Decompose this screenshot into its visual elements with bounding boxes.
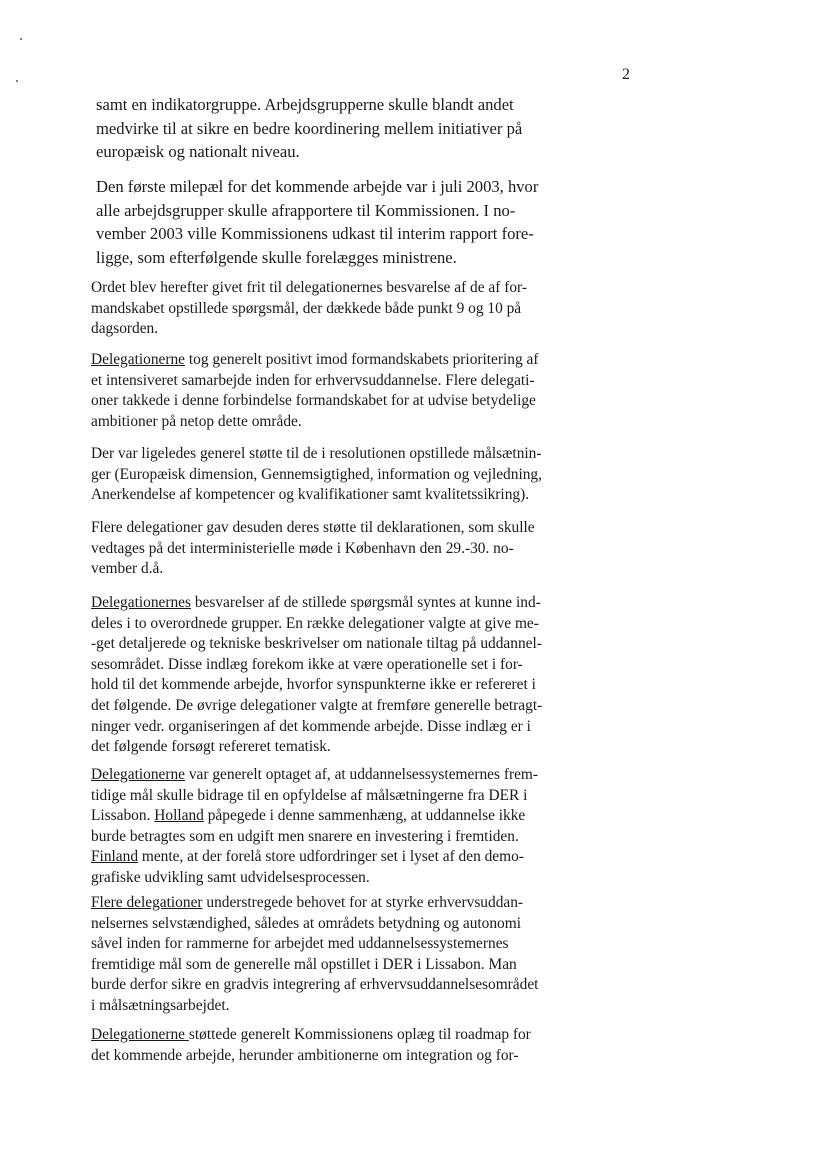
paragraph-presidency-priority: [91, 350, 591, 432]
text-line: deles i to overordnede grupper. En række delegationer valgte at give me-: [91, 614, 539, 632]
text-line: det kommende arbejde, herunder ambitionerne om integration og for-: [91, 1046, 519, 1064]
text-line: Anerkendelse af kompetencer og kvalifikationer samt kvalitetssikring).: [91, 486, 530, 504]
text-line: vedtages på det interministerielle møde i København den 29.-30. no-: [91, 539, 514, 557]
page-number: 2: [622, 66, 630, 83]
text-line: Finland mente, at der forelå store udfordringer set i lyset af den demo-: [91, 848, 524, 866]
text-line: Delegationernes besvarelser af de stillede spørgsmål syntes at kunne ind-: [91, 594, 541, 611]
text-line: det følgende. De øvrige delegationer valgte at fremføre generelle betragt-: [91, 696, 543, 714]
text-line: Delegationerne tog generelt positivt imod formandskabets prioritering af: [91, 351, 539, 368]
text-line: Delegationerne støttede generelt Kommissionens oplæg til roadmap for: [91, 1026, 531, 1043]
underlined-name: Finland: [91, 848, 139, 866]
text-line: Den første milepæl for det kommende arbejde var i juli 2003, hvor: [96, 177, 539, 196]
paragraph-floor-open: [91, 278, 591, 340]
text-line: Flere delegationer gav desuden deres støtte til deklarationen, som skulle: [91, 519, 535, 536]
text-line: sesområdet. Disse indlæg forekom ikke at være operationelle set i for-: [91, 655, 523, 673]
underlined-name: Delegationerne: [91, 351, 186, 368]
text-line: fremtidige mål som de generelle mål opstillet i DER i Lissabon. Man: [91, 955, 517, 973]
text-line: burde derfor sikre en gradvis integrering af erhvervsuddannelsesområdet: [91, 976, 539, 994]
text-line: ger (Europæisk dimension, Gennemsigtighed, information og vejledning,: [91, 465, 542, 483]
text-line: Flere delegationer understregede behovet for at styrke erhvervsuddan-: [91, 894, 524, 911]
underlined-name: Delegationernes: [91, 594, 191, 611]
text-line: oner takkede i denne forbindelse formandskabet for at udvise betydelige: [91, 392, 536, 410]
text-line: Der var ligeledes generel støtte til de i resolutionen opstillede målsætnin-: [91, 445, 542, 462]
paragraph-declaration: [91, 518, 591, 580]
text-line: ninger vedr. organiseringen af det kommende arbejde. Disse indlæg er i: [91, 717, 531, 735]
underlined-name: Delegationerne: [91, 1026, 189, 1043]
text-line: vember 2003 ville Kommissionens udkast til interim rapport fore-: [96, 224, 534, 243]
text-line: hold til det kommende arbejde, hvorfor synspunkterne ikke er refereret i: [91, 676, 536, 694]
text-line: et intensiveret samarbejde inden for erhvervsuddannelse. Flere delegati-: [91, 371, 535, 389]
text-line: Ordet blev herefter givet frit til delegationernes besvarelse af de af for-: [91, 279, 527, 296]
text-line: i målsætningsarbejdet.: [91, 996, 230, 1014]
text-line: burde betragtes som en udgift men snarere en investering i fremtiden.: [91, 827, 519, 845]
paragraph-vocational-independence: [91, 893, 591, 1017]
text-line: vember d.å.: [91, 560, 164, 578]
paragraph-lisbon-goals: [91, 765, 591, 889]
underlined-name: Delegationerne: [91, 766, 186, 783]
paragraph-working-groups: [96, 93, 596, 164]
text-line: det følgende forsøgt refereret tematisk.: [91, 738, 331, 756]
underlined-name: Flere delegationer: [91, 894, 203, 911]
paragraph-roadmap: [91, 1025, 591, 1066]
text-line: europæisk og nationalt niveau.: [96, 142, 300, 161]
text-line: nelsernes selvstændighed, således at områdets betydning og autonomi: [91, 914, 521, 932]
text-line: dagsorden.: [91, 320, 159, 338]
paragraph-resolution-goals: [91, 444, 591, 506]
text-line: samt en indikatorgruppe. Arbejdsgrupperne skulle blandt andet: [96, 95, 514, 114]
text-line: tidige mål skulle bidrage til en opfyldelse af målsætningerne fra DER i: [91, 786, 528, 804]
text-line: Delegationerne var generelt optaget af, at uddannelsessystemernes frem-: [91, 766, 539, 783]
text-line: såvel inden for rammerne for arbejdet med uddannelsessystemernes: [91, 935, 509, 953]
text-line: grafiske udvikling samt udvidelsesprocessen.: [91, 868, 370, 886]
paragraph-delegation-answers: [91, 593, 591, 758]
text-line: medvirke til at sikre en bedre koordinering mellem initiativer på: [96, 118, 523, 138]
scan-speck: [16, 80, 18, 82]
text-line: alle arbejdsgrupper skulle afrapportere til Kommissionen. I no-: [96, 200, 516, 220]
text-line: ambitioner på netop dette område.: [91, 412, 302, 430]
text-line: Lissabon. Holland påpegede i denne sammenhæng, at uddannelse ikke: [91, 807, 526, 825]
scan-speck: [20, 38, 22, 40]
paragraph-milestone: [96, 175, 596, 269]
text-line: -get detaljerede og tekniske beskrivelser om nationale tiltag på uddannel-: [91, 635, 542, 653]
underlined-name: Holland: [154, 807, 204, 825]
text-line: mandskabet opstillede spørgsmål, der dækkede både punkt 9 og 10 på: [91, 299, 522, 317]
text-line: ligge, som efterfølgende skulle forelægges ministrene.: [96, 247, 457, 267]
